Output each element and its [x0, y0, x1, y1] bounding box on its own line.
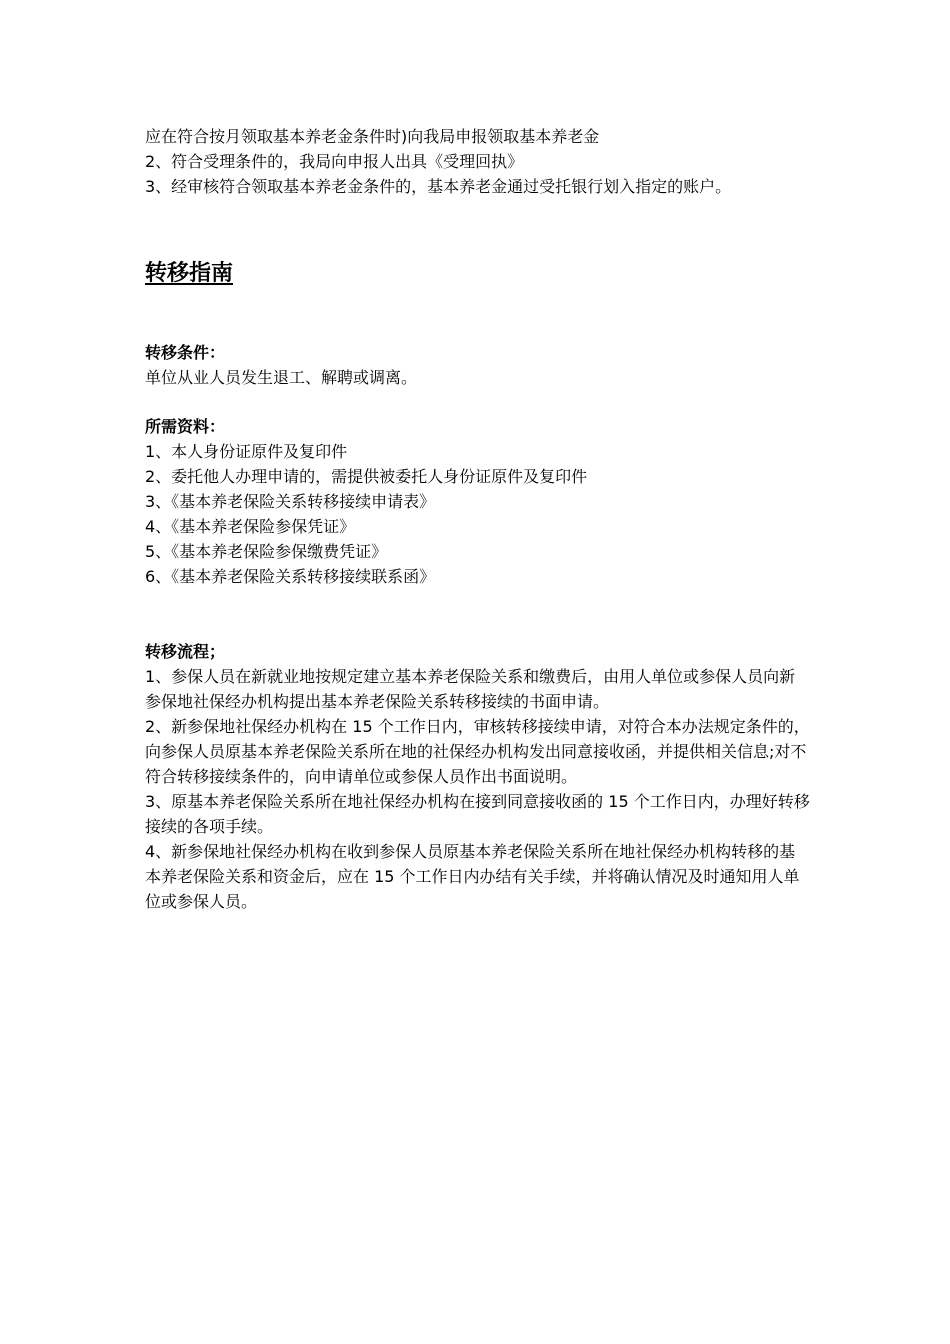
process-item: 4、新参保地社保经办机构在收到参保人员原基本养老保险关系所在地社保经办机构转移的基本养老保险关系和资金后，应在 15 个工作日内办结有关手续，并将确认情况及时通知用人单位或参保人员。 [145, 842, 800, 911]
conditions-text: 单位从业人员发生退工、解聘或调离。 [145, 368, 418, 387]
materials-item: 3、《基本养老保险关系转移接续申请表》 [145, 492, 436, 511]
materials-block [145, 414, 810, 589]
top-line-3: 3、经审核符合领取基本养老金条件的，基本养老金通过受托银行划入指定的账户。 [145, 177, 732, 196]
conditions-block [145, 340, 810, 390]
top-line-1: 应在符合按月领取基本养老金条件时)向我局申报领取基本养老金 [145, 127, 600, 146]
materials-item: 1、本人身份证原件及复印件 [145, 442, 348, 461]
materials-item: 6、《基本养老保险关系转移接续联系函》 [145, 567, 436, 586]
top-line-2: 2、符合受理条件的，我局向申报人出具《受理回执》 [145, 152, 524, 171]
process-block [145, 639, 810, 914]
section-title: 转移指南 [145, 261, 234, 286]
top-block [145, 124, 810, 199]
materials-item: 4、《基本养老保险参保凭证》 [145, 517, 356, 536]
process-heading: 转移流程； [145, 642, 226, 661]
materials-item: 5、《基本养老保险参保缴费凭证》 [145, 542, 388, 561]
process-item: 1、参保人员在新就业地按规定建立基本养老保险关系和缴费后，由用人单位或参保人员向新参保地社保经办机构提出基本养老保险关系转移接续的书面申请。 [145, 667, 796, 711]
materials-item: 2、委托他人办理申请的，需提供被委托人身份证原件及复印件 [145, 467, 588, 486]
document-page [145, 124, 810, 914]
process-item: 3、原基本养老保险关系所在地社保经办机构在接到同意接收函的 15 个工作日内，办理好转移接续的各项手续。 [145, 792, 810, 836]
conditions-heading: 转移条件： [145, 343, 226, 362]
process-item: 2、新参保地社保经办机构在 15 个工作日内，审核转移接续申请，对符合本办法规定条件的，向参保人员原基本养老保险关系所在地的社保经办机构发出同意接收函，并提供相关信息;对不符合转移接续条件的，向申请单位或参保人员作出书面说明。 [145, 717, 810, 786]
materials-heading: 所需资料： [145, 417, 226, 436]
